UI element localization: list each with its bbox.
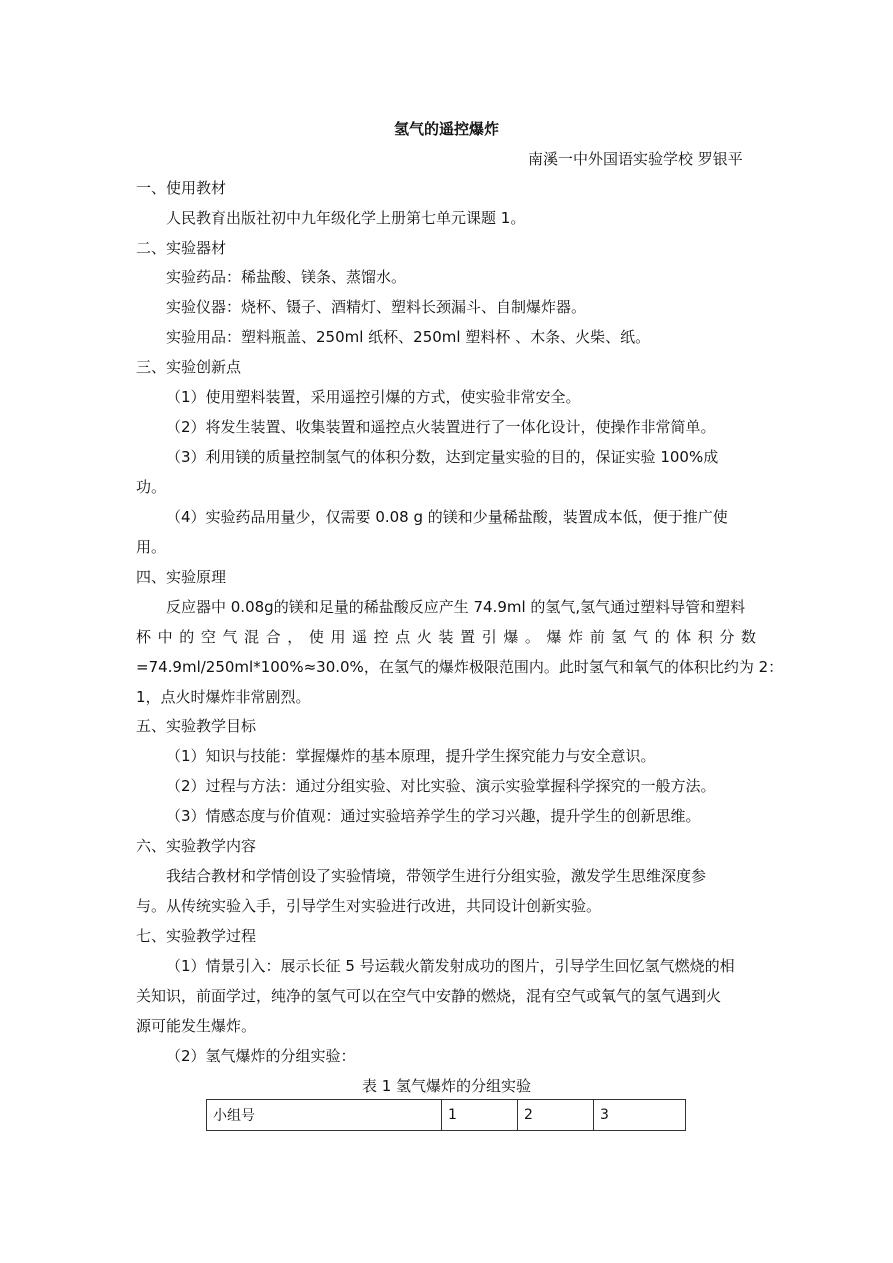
sec4-line: 1，点火时爆炸非常剧烈。 [136,688,311,706]
heading-sec5: 五、实验教学目标 [136,717,257,735]
author-line: 南溪一中外国语实验学校 罗银平 [528,150,743,168]
table-cell: 3 [594,1100,686,1131]
sec7-line: 源可能发生爆炸。 [136,1017,257,1035]
heading-sec7: 七、实验教学过程 [136,927,257,945]
heading-sec3: 三、实验创新点 [136,358,242,376]
sec4-line: =74.9ml/250ml*100%≈30.0%，在氢气的爆炸极限范围内。此时氢气和氧气的体积比约为 2： [136,658,784,676]
doc-title: 氢气的遥控爆炸 [393,120,499,138]
sec5-goal: （2）过程与方法：通过分组实验、对比实验、演示实验掌握科学探究的一般方法。 [166,777,716,795]
sec2-item: 实验仪器：烧杯、镊子、酒精灯、塑料长颈漏斗、自制爆炸器。 [166,298,587,316]
sec3-point: （4）实验药品用量少，仅需要 0.08 g 的镁和少量稀盐酸，装置成本低，便于推广使 [166,508,728,526]
sec5-goal: （3）情感态度与价值观：通过实验培养学生的学习兴趣，提升学生的创新思维。 [166,807,701,825]
sec3-point: （3）利用镁的质量控制氢气的体积分数，达到定量实验的目的，保证实验 100%成 [166,448,719,466]
group-table [206,1099,686,1131]
table-cell: 1 [442,1100,518,1131]
sec6-line: 与。从传统实验入手，引导学生对实验进行改进，共同设计创新实验。 [136,897,602,915]
sec1-body: 人民教育出版社初中九年级化学上册第七单元课题 1。 [166,209,526,227]
sec7-line: （2）氢气爆炸的分组实验： [166,1047,356,1065]
heading-sec2: 二、实验器材 [136,239,227,257]
sec4-line: 反应器中 0.08g的镁和足量的稀盐酸反应产生 74.9ml 的氢气,氢气通过塑料导管和塑料 [166,598,746,616]
sec7-line: 关知识，前面学过，纯净的氢气可以在空气中安静的燃烧，混有空气或氧气的氢气遇到火 [136,987,722,1005]
table-caption: 表 1 氢气爆炸的分组实验 [361,1077,532,1095]
sec3-point-cont: 功。 [136,478,167,496]
heading-sec6: 六、实验教学内容 [136,837,257,855]
table-cell: 小组号 [207,1100,442,1131]
table-row [207,1100,686,1131]
sec3-point: （1）使用塑料装置，采用遥控引爆的方式，使实验非常安全。 [166,388,581,406]
sec3-point-cont: 用。 [136,538,167,556]
sec6-line: 我结合教材和学情创设了实验情境，带领学生进行分组实验，激发学生思维深度参 [166,867,707,885]
sec3-point: （2）将发生装置、收集装置和遥控点火装置进行了一体化设计，使操作非常简单。 [166,418,716,436]
sec7-line: （1）情景引入：展示长征 5 号运载火箭发射成功的图片，引导学生回忆氢气燃烧的相 [166,957,735,975]
heading-sec4: 四、实验原理 [136,568,227,586]
sec4-line: 杯 中 的 空 气 混 合 ， 使 用 遥 控 点 火 装 置 引 爆 。 爆 炸 前 氢 气 的 体 积 分 数 [136,628,756,646]
sec2-item: 实验药品：稀盐酸、镁条、蒸馏水。 [166,268,407,286]
heading-sec1: 一、使用教材 [136,179,227,197]
table-cell: 2 [518,1100,594,1131]
sec5-goal: （1）知识与技能：掌握爆炸的基本原理，提升学生探究能力与安全意识。 [166,747,656,765]
sec2-item: 实验用品：塑料瓶盖、250ml 纸杯、250ml 塑料杯 、木条、火柴、纸。 [166,328,651,346]
